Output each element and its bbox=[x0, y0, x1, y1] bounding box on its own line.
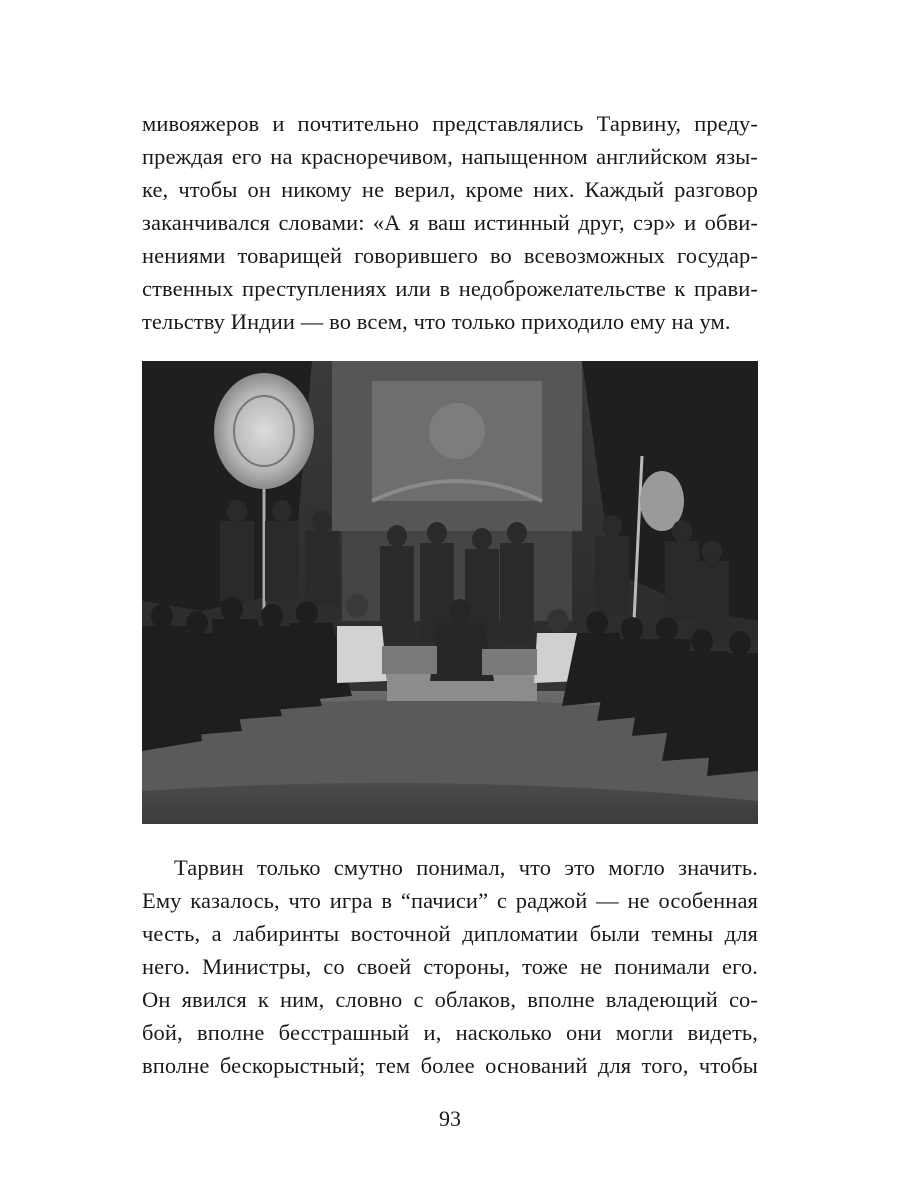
text-line: него. Министры, со своей стороны, тоже не понимали его. bbox=[142, 954, 758, 979]
text-line: честь, а лабиринты восточной дипломатии были темны для bbox=[142, 921, 758, 946]
text-line: заканчивался словами: «А я ваш истинный друг, сэр» и обви- bbox=[142, 210, 758, 235]
text-line: бой, вполне бесстрашный и, насколько они могли видеть, bbox=[142, 1020, 758, 1045]
text-line: мивояжеров и почтительно представлялись Тарвину, преду- bbox=[142, 111, 758, 136]
text-line: тельству Индии — во всем, что только приходило ему на ум. bbox=[142, 309, 731, 334]
paragraph-top bbox=[142, 107, 758, 338]
text-line: Он явился к ним, словно с облаков, вполне владеющий со- bbox=[142, 987, 758, 1012]
text-line: Тарвин только смутно понимал, что это могло значить. bbox=[174, 855, 758, 880]
historical-group-photograph bbox=[142, 361, 758, 824]
text-line: ке, чтобы он никому не верил, кроме них. Каждый разговор bbox=[142, 177, 758, 202]
paragraph-bottom bbox=[142, 851, 758, 1082]
text-line: нениями товарищей говорившего во всевозможных государ- bbox=[142, 243, 758, 268]
text-line: Ему казалось, что игра в “пачиси” с раджой — не особенная bbox=[142, 888, 758, 913]
text-line: ственных преступлениях или в недоброжелательстве к прави- bbox=[142, 276, 758, 301]
text-line: вполне бескорыстный; тем более оснований для того, чтобы bbox=[142, 1053, 758, 1078]
text-line: преждая его на красноречивом, напыщенном английском язы- bbox=[142, 144, 758, 169]
page-number: 93 bbox=[439, 1106, 461, 1131]
